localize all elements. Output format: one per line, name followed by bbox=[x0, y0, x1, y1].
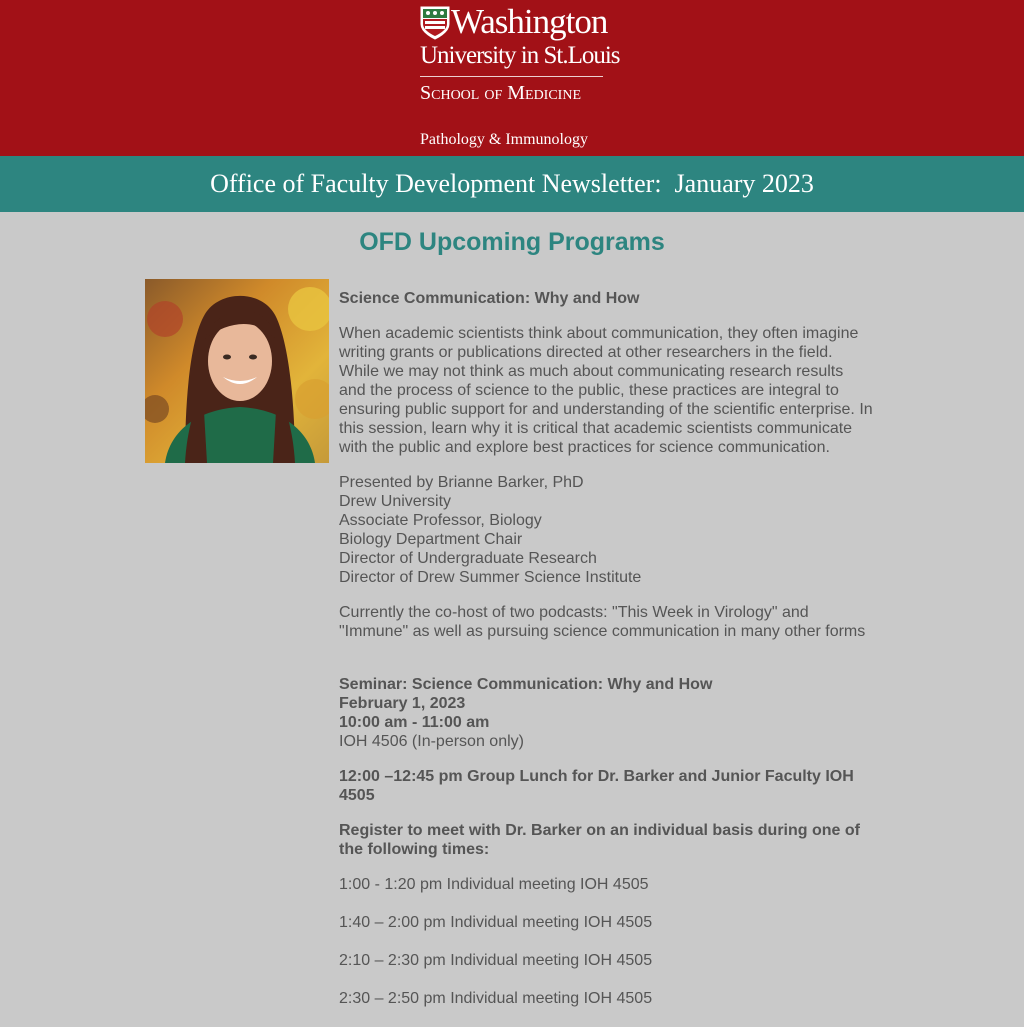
seminar-info bbox=[339, 675, 874, 751]
presenter-line: Associate Professor, Biology bbox=[339, 512, 542, 529]
meeting-slot[interactable]: 1:40 – 2:00 pm Individual meeting IOH 4505 bbox=[339, 914, 653, 931]
presenter-info bbox=[339, 473, 874, 587]
program-details bbox=[339, 289, 874, 1027]
logo-university: University in St.Louis bbox=[420, 42, 620, 69]
lunch-info: 12:00 –12:45 pm Group Lunch for Dr. Barker and Junior Faculty IOH 4505 bbox=[339, 768, 854, 804]
podcast-info: Currently the co-host of two podcasts: "This Week in Virology" and "Immune" as well as pursuing science communication in many other forms bbox=[339, 604, 866, 640]
seminar-time: 10:00 am - 11:00 am bbox=[339, 714, 490, 731]
program-description: When academic scientists think about communication, they often imagine writing grants or publications directed at other researchers in the field. While we may not think as much about communicating research results and the process of science to the public, these practices are integral to ensuring public support for and understanding of the scientific enterprise. In this session, learn why it is critical that academic scientists communicate with the public and explore best practices for science communication. bbox=[339, 325, 873, 456]
presenter-line: Director of Drew Summer Science Institute bbox=[339, 569, 642, 586]
seminar-date: February 1, 2023 bbox=[339, 695, 466, 712]
register-prompt[interactable]: Register to meet with Dr. Barker on an individual basis during one of the following times: bbox=[339, 822, 860, 858]
university-logo[interactable] bbox=[420, 2, 620, 104]
logo-school: School of Medicine bbox=[420, 82, 582, 104]
logo-divider bbox=[420, 76, 603, 77]
presenter-line: Biology Department Chair bbox=[339, 531, 523, 548]
header bbox=[0, 0, 1024, 156]
program-title: Science Communication: Why and How bbox=[339, 290, 640, 307]
shield-icon bbox=[420, 6, 450, 40]
department-name: Pathology & Immunology bbox=[420, 131, 588, 148]
newsletter-banner bbox=[0, 156, 1024, 212]
newsletter-title: Office of Faculty Development Newsletter: January 2023 bbox=[210, 169, 814, 198]
seminar-title: Seminar: Science Communication: Why and How bbox=[339, 676, 713, 693]
meeting-slot[interactable]: 2:30 – 2:50 pm Individual meeting IOH 4505 bbox=[339, 990, 653, 1007]
seminar-location: IOH 4506 (In-person only) bbox=[339, 733, 524, 750]
presenter-line: Presented by Brianne Barker, PhD bbox=[339, 474, 584, 491]
spacer bbox=[339, 657, 874, 675]
presenter-photo bbox=[145, 279, 329, 463]
presenter-line: Director of Undergraduate Research bbox=[339, 550, 597, 567]
presenter-line: Drew University bbox=[339, 493, 452, 510]
meeting-slot[interactable]: 2:10 – 2:30 pm Individual meeting IOH 4505 bbox=[339, 952, 653, 969]
meeting-slot[interactable]: 1:00 - 1:20 pm Individual meeting IOH 4505 bbox=[339, 876, 649, 893]
logo-wordmark: Washington bbox=[451, 2, 608, 41]
section-title: OFD Upcoming Programs bbox=[359, 228, 665, 256]
